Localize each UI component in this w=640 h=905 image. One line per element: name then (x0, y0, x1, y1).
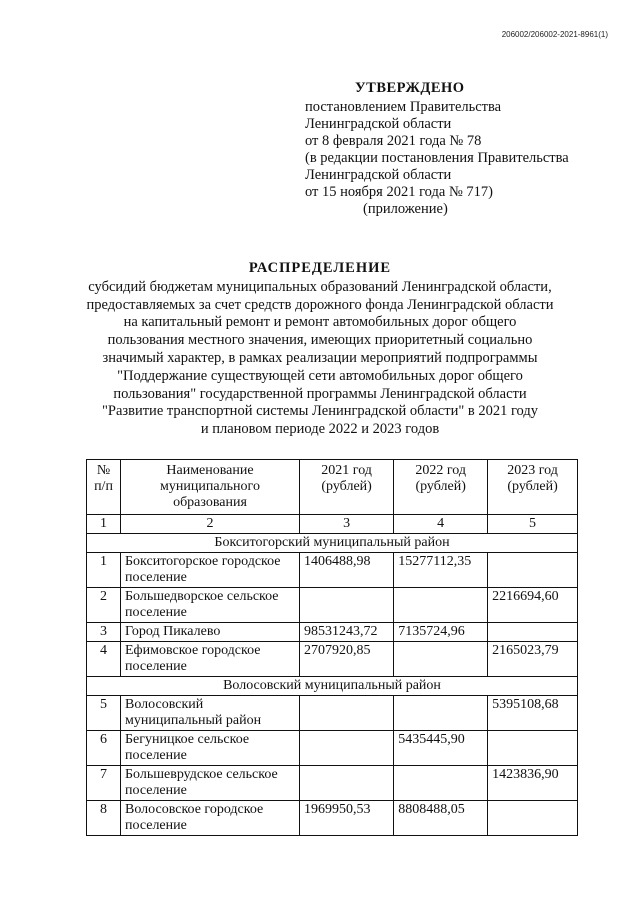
header-2023: 2023 год (рублей) (488, 460, 578, 515)
table-row (87, 553, 578, 588)
document-id: 206002/206002-2021-8961(1) (501, 30, 608, 39)
district-name: Бокситогорский муниципальный район (87, 534, 578, 553)
header-2021: 2021 год (рублей) (300, 460, 394, 515)
row-2021 (300, 588, 394, 623)
row-2023: 2216694,60 (488, 588, 578, 623)
row-2022 (394, 588, 488, 623)
distribution-table (86, 459, 578, 836)
row-name: Ефимовское городское поселение (121, 642, 300, 677)
row-num: 5 (87, 696, 121, 731)
approval-appendix: (приложение) (363, 201, 448, 217)
row-name: Волосовский муниципальный район (121, 696, 300, 731)
row-2022: 15277112,35 (394, 553, 488, 588)
column-number: 5 (488, 515, 578, 534)
heading-line: пользования" государственной программы Ленинградской области (113, 385, 527, 402)
column-number: 4 (394, 515, 488, 534)
approval-stamp (305, 80, 605, 218)
table-row (87, 731, 578, 766)
row-name: Большеврудское сельское поселение (121, 766, 300, 801)
heading-line: и плановом периоде 2022 и 2023 годов (200, 421, 440, 438)
heading-line: "Развитие транспортной системы Ленинградской области" в 2021 году (101, 403, 539, 420)
row-2021: 98531243,72 (300, 623, 394, 642)
row-2021: 2707920,85 (300, 642, 394, 677)
approval-line: Ленинградской области (305, 116, 452, 132)
district-row (87, 534, 578, 553)
row-name: Волосовское городское поселение (121, 801, 300, 836)
row-2023: 5395108,68 (488, 696, 578, 731)
row-2023 (488, 553, 578, 588)
heading-line: субсидий бюджетам муниципальных образований Ленинградской области, (88, 278, 552, 295)
table-header-row (87, 460, 578, 515)
row-2021: 1406488,98 (300, 553, 394, 588)
district-name: Волосовский муниципальный район (87, 677, 578, 696)
row-2023: 2165023,79 (488, 642, 578, 677)
approval-line: (в редакции постановления Правительства (305, 150, 569, 166)
table-row (87, 766, 578, 801)
approval-line: от 15 ноября 2021 года № 717) (305, 184, 493, 200)
approval-line: постановлением Правительства (305, 99, 502, 115)
heading-line: "Поддержание существующей сети автомобильных дорог общего (117, 367, 523, 384)
approval-title: УТВЕРЖДЕНО (355, 80, 465, 96)
heading-line: на капитальный ремонт и ремонт автомобильных дорог общего (123, 314, 517, 331)
row-2023 (488, 801, 578, 836)
table-row (87, 801, 578, 836)
table-row (87, 588, 578, 623)
row-2021: 1969950,53 (300, 801, 394, 836)
row-2022 (394, 642, 488, 677)
table-row (87, 642, 578, 677)
header-2022: 2022 год (рублей) (394, 460, 488, 515)
column-number: 1 (87, 515, 121, 534)
row-num: 6 (87, 731, 121, 766)
row-2022 (394, 766, 488, 801)
header-name: Наименование муниципального образования (121, 460, 300, 515)
row-num: 1 (87, 553, 121, 588)
approval-line: от 8 февраля 2021 года № 78 (305, 133, 482, 149)
row-2022 (394, 696, 488, 731)
row-2021 (300, 696, 394, 731)
row-num: 4 (87, 642, 121, 677)
row-num: 8 (87, 801, 121, 836)
approval-line: Ленинградской области (305, 167, 452, 183)
row-2022: 8808488,05 (394, 801, 488, 836)
row-2021 (300, 766, 394, 801)
heading-title: РАСПРЕДЕЛЕНИЕ (248, 260, 392, 276)
row-name: Бокситогорское городское поселение (121, 553, 300, 588)
row-2022: 5435445,90 (394, 731, 488, 766)
row-2023 (488, 623, 578, 642)
row-2023 (488, 731, 578, 766)
row-2021 (300, 731, 394, 766)
row-name: Город Пикалево (121, 623, 300, 642)
row-2022: 7135724,96 (394, 623, 488, 642)
row-num: 3 (87, 623, 121, 642)
heading-line: значимый характер, в рамках реализации мероприятий подпрограммы (102, 349, 538, 366)
table-row (87, 696, 578, 731)
heading-line: пользования местного значения, имеющих приоритетный социально (107, 332, 533, 349)
row-name: Большедворское сельское поселение (121, 588, 300, 623)
heading-line: предоставляемых за счет средств дорожного фонда Ленинградской области (86, 296, 554, 313)
document-heading (0, 260, 640, 439)
row-name: Бегуницкое сельское поселение (121, 731, 300, 766)
row-2023: 1423836,90 (488, 766, 578, 801)
column-number: 3 (300, 515, 394, 534)
table-row (87, 623, 578, 642)
column-numbers-row (87, 515, 578, 534)
row-num: 2 (87, 588, 121, 623)
row-num: 7 (87, 766, 121, 801)
header-num: № п/п (87, 460, 121, 515)
district-row (87, 677, 578, 696)
column-number: 2 (121, 515, 300, 534)
